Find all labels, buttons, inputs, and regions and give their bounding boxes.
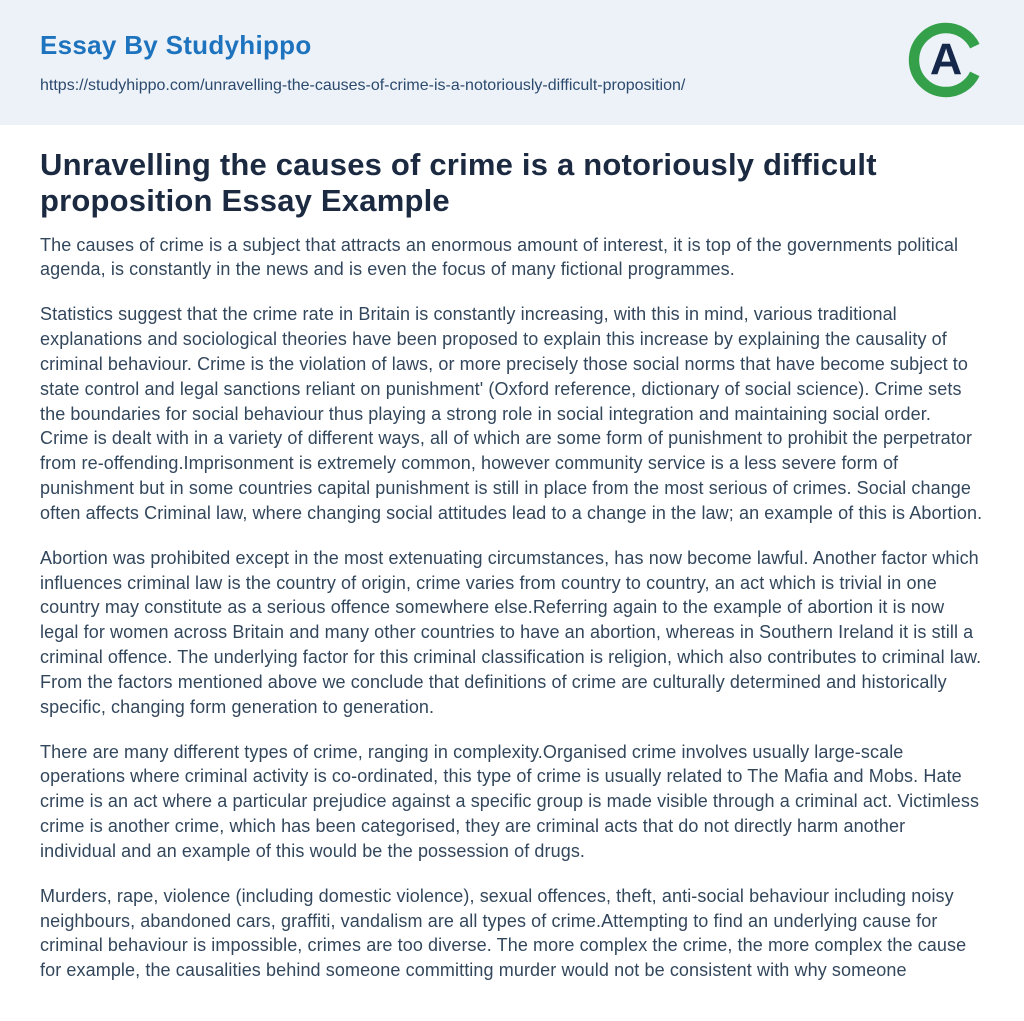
article-title: Unravelling the causes of crime is a notoriously difficult proposition Essay Example — [40, 147, 877, 219]
article-paragraph-4: There are many different types of crime, ranging in complexity.Organised crime involves usually large-scale operations where criminal activity is co-ordinated, this type of crime is usually related to The Mafia and Mobs. Hate crime is an act where a particular prejudice against a specific group is made visible through a criminal act. Victimless crime is another crime, which has been categorised, they are criminal acts that do not directly harm another individual and an example of this would be the possession of drugs. — [40, 741, 980, 861]
article-paragraph-5: Murders, rape, violence (including domestic violence), sexual offences, theft, anti-social behaviour including noisy neighbours, abandoned cars, graffiti, vandalism are all types of crime.Attempting to find an underlying cause for criminal behaviour is impossible, crimes are too diverse. The more complex the crime, the more complex the cause for example, the causalities behind someone committing murder would not be consistent with why someone — [40, 885, 967, 981]
article-content — [0, 147, 1024, 983]
article-paragraph-1: The causes of crime is a subject that attracts an enormous amount of interest, it is top of the governments political agenda, is constantly in the news and is even the focus of many fictional programmes. — [40, 234, 959, 280]
article-paragraph-2: Statistics suggest that the crime rate in Britain is constantly increasing, with this in mind, various traditional explanations and sociological theories have been proposed to explain this increase by explaining the causality of criminal behaviour. Crime is the violation of laws, or more precisely those social norms that have become subject to state control and legal sanctions reliant on punishment' (Oxford reference, dictionary of social science). Crime sets the boundaries for social behaviour thus playing a strong role in social integration and maintaining social order. Crime is dealt with in a variety of different ways, all of which are some form of punishment to prohibit the perpetrator from re-offending.Imprisonment is extremely common, however community service is a less severe form of punishment but in some countries capital punishment is still in place from the most serious of crimes. Social change often affects Criminal law, where changing social attitudes lead to a change in the law; an example of this is Abortion. — [40, 304, 983, 523]
logo-letter: A — [929, 34, 963, 85]
page-url-link[interactable]: https://studyhippo.com/unravelling-the-causes-of-crime-is-a-notoriously-difficult-proposition/ — [40, 77, 686, 95]
article-paragraph-3: Abortion was prohibited except in the most extenuating circumstances, has now become lawful. Another factor which influences criminal law is the country of origin, crime varies from country to country, an act which is trivial in one country may constitute as a serious offence somewhere else.Referring again to the example of abortion it is now legal for women across Britain and many other countries to have an abortion, whereas in Southern Ireland it is still a criminal offence. The underlying factor for this criminal classification is religion, which also contributes to criminal law. From the factors mentioned above we conclude that definitions of crime are culturally determined and historically specific, changing form generation to generation. — [40, 547, 982, 717]
site-title-link[interactable]: Essay By Studyhippo — [40, 30, 312, 60]
logo-ring-icon — [906, 20, 986, 100]
studyhippo-logo[interactable] — [906, 20, 986, 100]
page-header — [0, 0, 1024, 125]
